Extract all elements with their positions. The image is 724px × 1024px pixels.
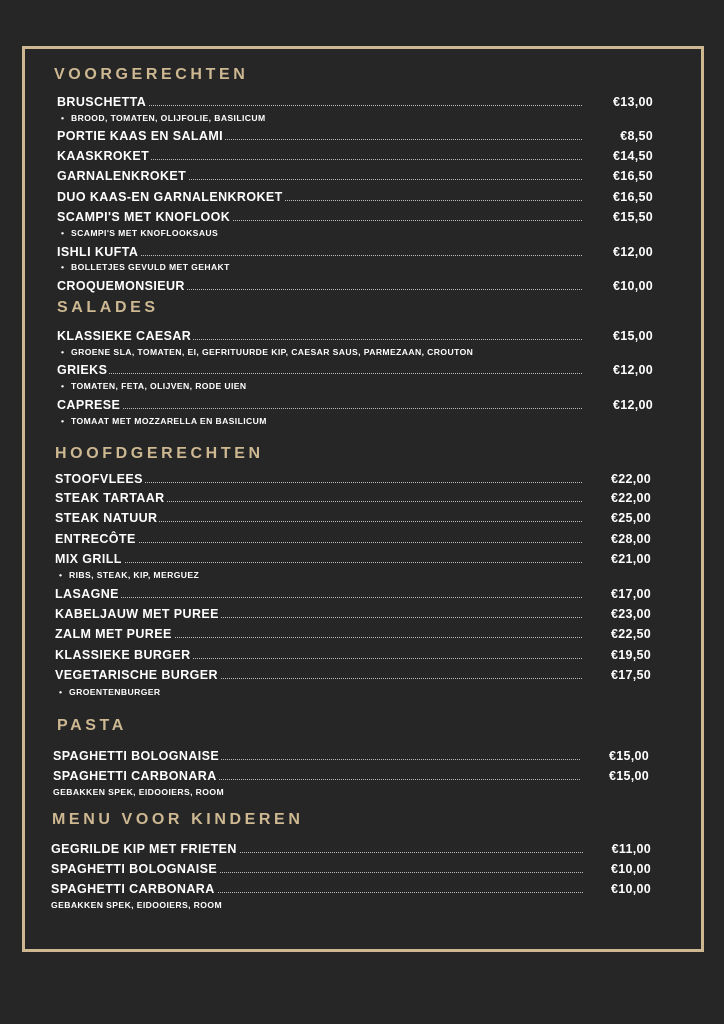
item-description: • TOMAAT MET MOZZARELLA EN BASILICUM bbox=[58, 416, 267, 427]
item-name: GRIEKS bbox=[57, 363, 108, 377]
item-name: KLASSIEKE BURGER bbox=[55, 648, 191, 662]
item-description: • RIBS, STEAK, KIP, MERGUEZ bbox=[56, 570, 199, 581]
item-price: €15,50 bbox=[612, 210, 653, 224]
item-name: KLASSIEKE CAESAR bbox=[57, 329, 192, 343]
item-name: DUO KAAS-EN GARNALENKROKET bbox=[57, 190, 283, 204]
section-title-pasta: PASTA bbox=[57, 717, 127, 734]
item-price: €15,00 bbox=[612, 329, 653, 343]
item-description: GEBAKKEN SPEK, EIDOOIERS, ROOM bbox=[51, 900, 223, 910]
item-price: €25,00 bbox=[610, 511, 651, 525]
item-name: CAPRESE bbox=[57, 398, 121, 412]
item-price: €17,00 bbox=[610, 587, 651, 601]
item-name: PORTIE KAAS EN SALAMI bbox=[57, 129, 224, 143]
item-name: BRUSCHETTA bbox=[57, 95, 147, 109]
item-price: €10,00 bbox=[610, 882, 651, 896]
item-price: €8,50 bbox=[620, 129, 653, 143]
item-price: €16,50 bbox=[612, 169, 653, 183]
item-name: STOOFVLEES bbox=[55, 472, 143, 486]
item-price: €22,00 bbox=[610, 491, 651, 505]
item-price: €21,00 bbox=[610, 552, 651, 566]
section-title-kinderen: MENU VOOR KINDEREN bbox=[52, 811, 304, 828]
item-name: CROQUEMONSIEUR bbox=[57, 279, 185, 293]
item-price: €13,00 bbox=[612, 95, 653, 109]
item-price: €10,00 bbox=[612, 279, 653, 293]
item-price: €15,00 bbox=[608, 749, 649, 763]
item-description: • GROENE SLA, TOMATEN, EI, GEFRITUURDE KIP, CAESAR SAUS, PARMEZAAN, CROUTON bbox=[58, 347, 473, 358]
item-name: ZALM MET PUREE bbox=[55, 627, 172, 641]
item-price: €19,50 bbox=[610, 648, 651, 662]
item-name: KAASKROKET bbox=[57, 149, 150, 163]
item-name: VEGETARISCHE BURGER bbox=[55, 668, 218, 682]
item-description: • BROOD, TOMATEN, OLIJFOLIE, BASILICUM bbox=[58, 113, 266, 124]
section-title-voorgerechten: VOORGERECHTEN bbox=[54, 66, 249, 83]
item-name: STEAK NATUUR bbox=[55, 511, 158, 525]
item-name: STEAK TARTAAR bbox=[55, 491, 165, 505]
item-name: ISHLI KUFTA bbox=[57, 245, 139, 259]
item-price: €15,00 bbox=[608, 769, 649, 783]
item-name: MIX GRILL bbox=[55, 552, 122, 566]
item-price: €17,50 bbox=[610, 668, 651, 682]
item-name: SPAGHETTI CARBONARA bbox=[51, 882, 215, 896]
section-title-salades: SALADES bbox=[57, 299, 159, 316]
item-price: €22,50 bbox=[610, 627, 651, 641]
item-price: €12,00 bbox=[612, 363, 653, 377]
item-name: SPAGHETTI BOLOGNAISE bbox=[51, 862, 218, 876]
item-price: €11,00 bbox=[611, 842, 651, 856]
item-name: SPAGHETTI CARBONARA bbox=[53, 769, 217, 783]
item-name: SCAMPI'S MET KNOFLOOK bbox=[57, 210, 231, 224]
item-name: SPAGHETTI BOLOGNAISE bbox=[53, 749, 220, 763]
item-price: €28,00 bbox=[610, 532, 651, 546]
item-name: LASAGNE bbox=[55, 587, 119, 601]
item-description: GEBAKKEN SPEK, EIDOOIERS, ROOM bbox=[53, 787, 225, 797]
item-price: €14,50 bbox=[612, 149, 653, 163]
item-name: ENTRECÔTE bbox=[55, 532, 136, 546]
item-description: • SCAMPI'S MET KNOFLOOKSAUS bbox=[58, 228, 218, 239]
item-price: €22,00 bbox=[610, 472, 651, 486]
item-price: €12,00 bbox=[612, 398, 653, 412]
item-name: KABELJAUW MET PUREE bbox=[55, 607, 219, 621]
item-description: • BOLLETJES GEVULD MET GEHAKT bbox=[58, 262, 230, 273]
item-description: • GROENTENBURGER bbox=[56, 687, 161, 698]
item-price: €16,50 bbox=[612, 190, 653, 204]
item-name: GEGRILDE KIP MET FRIETEN bbox=[51, 842, 237, 856]
item-price: €12,00 bbox=[612, 245, 653, 259]
item-price: €23,00 bbox=[610, 607, 651, 621]
item-name: GARNALENKROKET bbox=[57, 169, 187, 183]
item-description: • TOMATEN, FETA, OLIJVEN, RODE UIEN bbox=[58, 381, 247, 392]
section-title-hoofdgerechten: HOOFDGERECHTEN bbox=[55, 445, 264, 462]
item-price: €10,00 bbox=[610, 862, 651, 876]
